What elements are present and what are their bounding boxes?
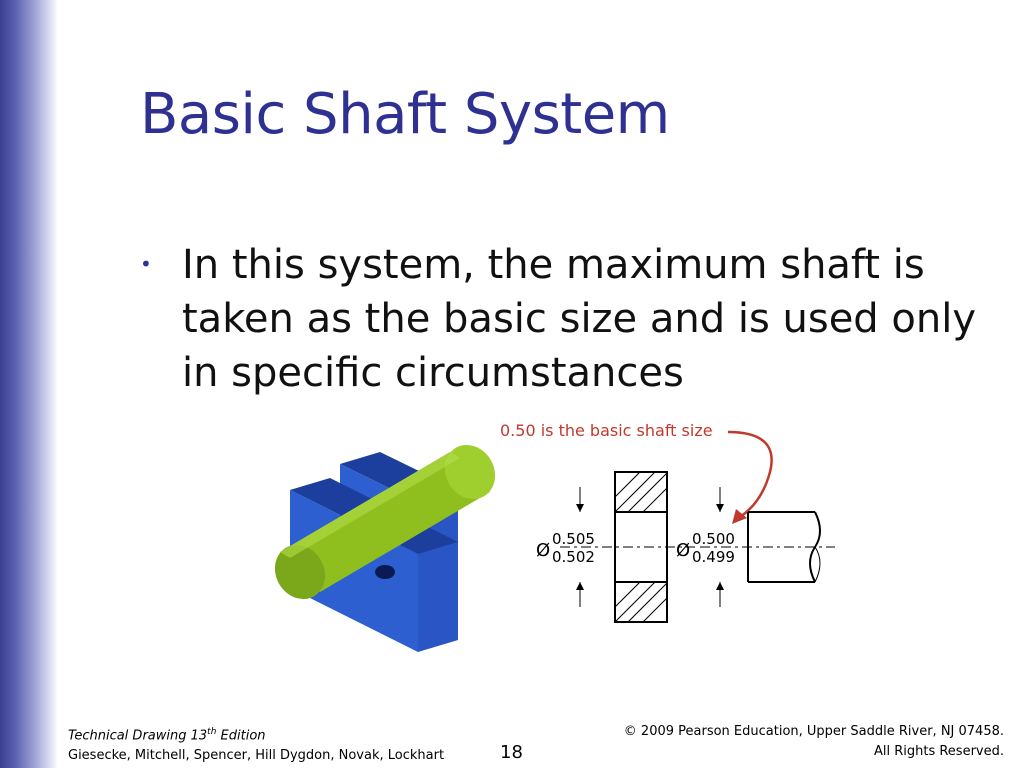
footer-citation — [68, 722, 444, 766]
book-authors: Giesecke, Mitchell, Spencer, Hill Dygdon, Novak, Lockhart — [68, 748, 445, 764]
bullet-item: In this system, the maximum shaft is taken as the basic size and is used only in specific circumstances — [182, 242, 977, 396]
hole-dim-arrow-bottom — [576, 582, 584, 590]
book-title: Technical Drawing 13th Edition — [68, 727, 266, 744]
annotation-arrow — [728, 432, 772, 517]
shaft-3d-model — [265, 436, 505, 652]
front-block-face — [418, 542, 458, 652]
basic-shaft-annotation: 0.50 is the basic shaft size — [500, 421, 713, 440]
shaft-diameter-symbol: Ø — [676, 540, 691, 561]
page-number: 18 — [500, 742, 523, 763]
footer-copyright — [624, 722, 1004, 762]
hole-lower-limit: 0.502 — [552, 548, 595, 566]
slide-title: Basic Shaft System — [140, 82, 670, 147]
bullet-marker: • — [140, 252, 152, 276]
shaft-system-figure — [250, 412, 850, 662]
shaft-hole-shadow — [375, 565, 395, 579]
hole-upper-limit: 0.505 — [552, 530, 595, 548]
shaft-dim-arrow-bottom — [716, 582, 724, 590]
annotation-arrowhead — [732, 509, 747, 524]
rights-text: All Rights Reserved. — [873, 744, 1004, 759]
shaft-upper-limit: 0.500 — [692, 530, 735, 548]
shaft-dim-arrow-top — [716, 504, 724, 512]
hole-diameter-symbol: Ø — [536, 540, 551, 561]
shaft-lower-limit: 0.499 — [692, 548, 735, 566]
hole-dim-arrow-top — [576, 504, 584, 512]
copyright-text: © 2009 Pearson Education, Upper Saddle River, NJ 07458. — [623, 724, 1004, 739]
left-decorative-bar — [0, 0, 58, 768]
